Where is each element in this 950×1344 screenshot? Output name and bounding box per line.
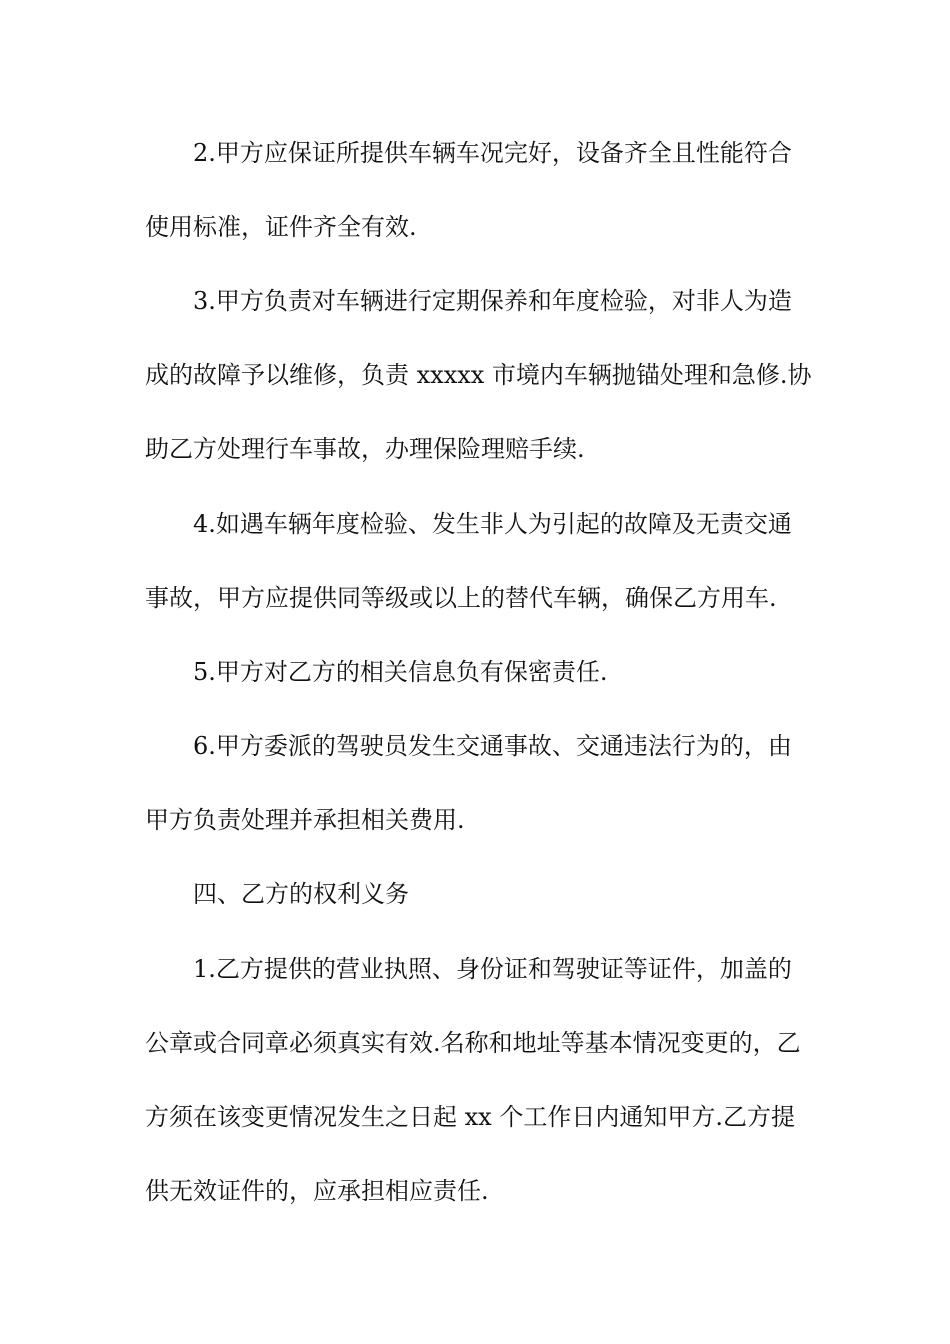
text-line: 方须在该变更情况发生之日起 xx 个工作日内通知甲方.乙方提 (145, 1103, 795, 1131)
text-line: 4.如遇车辆年度检验、发生非人为引起的故障及无责交通 (193, 510, 792, 538)
text-line: 甲方负责处理并承担相关费用. (145, 806, 465, 834)
text-line: 6.甲方委派的驾驶员发生交通事故、交通违法行为的，由 (193, 732, 792, 760)
text-line: 成的故障予以维修，负责 xxxxx 市境内车辆抛锚处理和急修.协 (145, 361, 812, 389)
text-line: 供无效证件的，应承担相应责任. (145, 1177, 489, 1205)
section-heading: 四、乙方的权利义务 (193, 880, 409, 908)
text-line: 2.甲方应保证所提供车辆车况完好，设备齐全且性能符合 (193, 139, 792, 167)
text-line: 助乙方处理行车事故，办理保险理赔手续. (145, 435, 585, 463)
text-line: 事故，甲方应提供同等级或以上的替代车辆，确保乙方用车. (145, 584, 777, 612)
text-line: 1.乙方提供的营业执照、身份证和驾驶证等证件，加盖的 (193, 955, 792, 983)
text-line: 5.甲方对乙方的相关信息负有保密责任. (193, 658, 608, 686)
text-line: 使用标准，证件齐全有效. (145, 213, 417, 241)
text-line: 3.甲方负责对车辆进行定期保养和年度检验，对非人为造 (193, 287, 792, 315)
text-line: 公章或合同章必须真实有效.名称和地址等基本情况变更的，乙 (145, 1029, 801, 1057)
